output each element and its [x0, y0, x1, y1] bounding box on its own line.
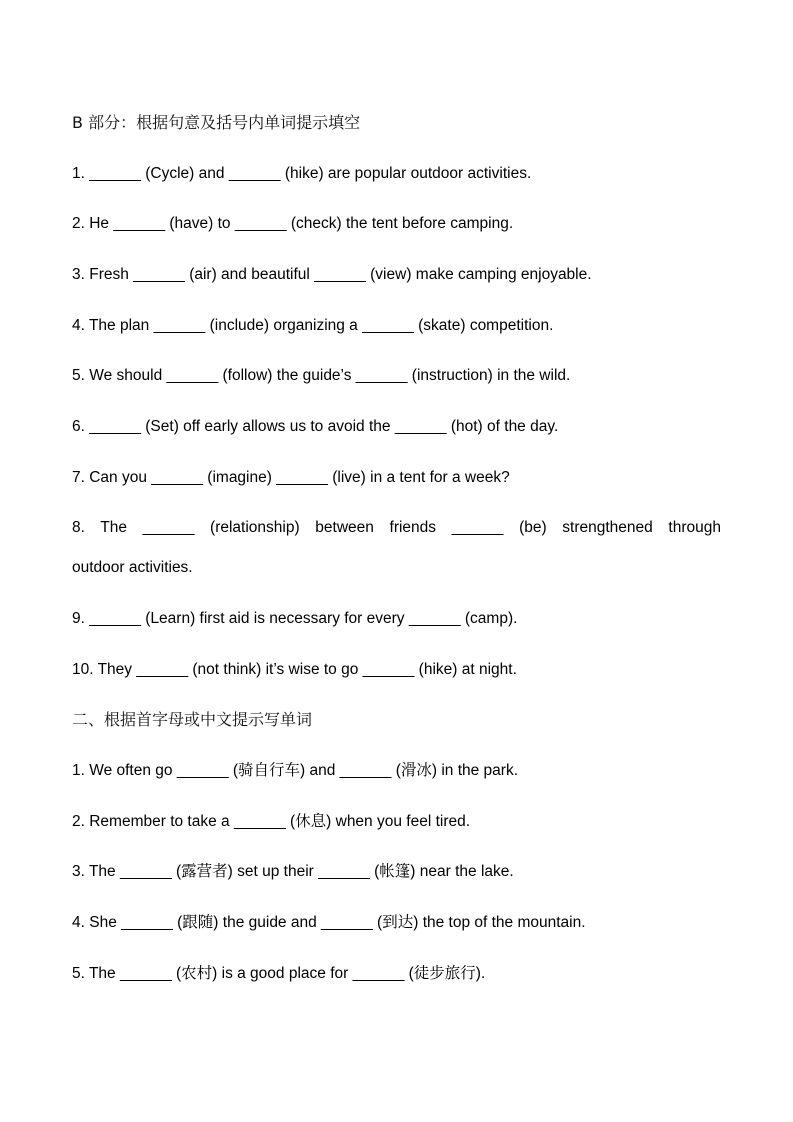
exercise-item: 4. She ______ (跟随) the guide and ______ (到达) the top of the mountain.: [72, 914, 586, 931]
exercise-item: 1. We often go ______ (骑自行车) and ______ (滑冰) in the park.: [72, 762, 519, 779]
section-b-title: B 部分：根据句意及括号内单词提示填空: [72, 113, 361, 132]
exercise-item: 4. The plan ______ (include) organizing a ______ (skate) competition.: [72, 317, 554, 334]
exercise-item: 5. The ______ (农村) is a good place for ______ (徒步旅行).: [72, 965, 486, 982]
exercise-item: 6. ______ (Set) off early allows us to avoid the ______ (hot) of the day.: [72, 418, 559, 435]
section-two-title: 二、根据首字母或中文提示写单词: [72, 710, 313, 729]
exercise-item: 2. He ______ (have) to ______ (check) the tent before camping.: [72, 215, 514, 232]
exercise-item: 10. They ______ (not think) it’s wise to go ______ (hike) at night.: [72, 661, 517, 678]
exercise-item: 2. Remember to take a ______ (休息) when you feel tired.: [72, 813, 471, 830]
exercise-item: 7. Can you ______ (imagine) ______ (live) in a tent for a week?: [72, 469, 510, 486]
exercise-item-continuation: outdoor activities.: [72, 559, 193, 576]
exercise-item: 9. ______ (Learn) first aid is necessary for every ______ (camp).: [72, 610, 518, 627]
exercise-item: 3. Fresh ______ (air) and beautiful ______ (view) make camping enjoyable.: [72, 266, 592, 283]
exercise-item: 3. The ______ (露营者) set up their ______ (帐篷) near the lake.: [72, 863, 514, 880]
exercise-item: 5. We should ______ (follow) the guide’s ______ (instruction) in the wild.: [72, 367, 571, 384]
exercise-item: 8. The ______ (relationship) between friends ______ (be) strengthened through: [72, 519, 721, 536]
exercise-item: 1. ______ (Cycle) and ______ (hike) are popular outdoor activities.: [72, 165, 532, 182]
